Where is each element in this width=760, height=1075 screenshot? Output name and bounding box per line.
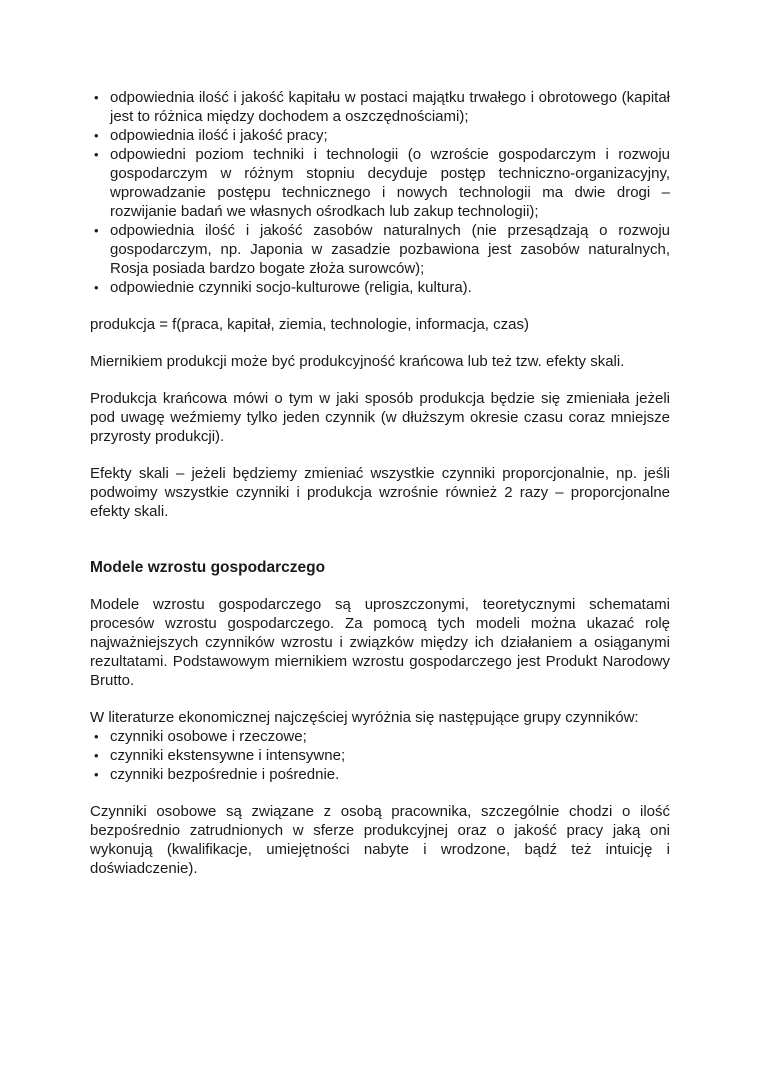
list-item-labor: • odpowiednia ilość i jakość pracy;: [90, 126, 670, 145]
document-content: [90, 88, 670, 896]
list-item-ekstensywne-intensywne: • czynniki ekstensywne i intensywne;: [90, 746, 670, 765]
bullet-list-growth-factors: [90, 88, 670, 297]
paragraph-modele-wzrostu: Modele wzrostu gospodarczego są uproszczonymi, teoretycznymi schematami procesów wzrostu gospodarczego. Za pomocą tych modeli można ukazać rolę najważniejszych czynników wzrostu i związków między ich działaniem a osiąganymi rezultatami. Podstawowym miernikiem wzrostu gospodarczego jest Produkt Narodowy Brutto.: [90, 596, 670, 689]
list-item-natural-resources: • odpowiednia ilość i jakość zasobów naturalnych (nie przesądzają o rozwoju gospodarczym, np. Japonia w zasadzie pozbawiona jest zasobów naturalnych, Rosja posiada bardzo bogate złoża surowców);: [90, 221, 670, 278]
list-item-capital: • odpowiednia ilość i jakość kapitału w postaci majątku trwałego i obrotowego (kapitał jest to różnica między dochodem a oszczędnościami);: [90, 88, 670, 126]
paragraph-czynniki-osobowe: Czynniki osobowe są związane z osobą pracownika, szczególnie chodzi o ilość bezpośrednio zatrudnionych w sferze produkcyjnej oraz o jakość pracy jaką oni wykonują (kwalifikacje, umiejętności nabyte i wrodzone, bądź też intuicję i doświadczenie).: [90, 803, 670, 877]
list-item-osobowe-rzeczowe: • czynniki osobowe i rzeczowe;: [90, 727, 670, 746]
paragraph-produkcja-krancowa: Produkcja krańcowa mówi o tym w jaki sposób produkcja będzie się zmieniała jeżeli pod uwagę weźmiemy tylko jeden czynnik (w dłuższym okresie czasu coraz mniejsze przyrosty produkcji).: [90, 390, 670, 445]
section-heading-modele-wzrostu: Modele wzrostu gospodarczego: [90, 559, 326, 576]
production-function-formula: produkcja = f(praca, kapitał, ziemia, technologie, informacja, czas): [90, 316, 529, 333]
list-item-technology: • odpowiedni poziom techniki i technologii (o wzroście gospodarczym i rozwoju gospodarczym w różnym stopniu decyduje postęp techniczno-organizacyjny, wprowadzanie postępu technicznego i nowych technologii ma dwie drogi – rozwijanie badań we własnych ośrodkach lub zakup technologii);: [90, 145, 670, 221]
bullet-list-factor-groups: [90, 727, 670, 784]
paragraph-miernikiem: Miernikiem produkcji może być produkcyjność krańcowa lub też tzw. efekty skali.: [90, 353, 625, 370]
list-item-bezposrednie-posrednie: • czynniki bezpośrednie i pośrednie.: [90, 765, 670, 784]
paragraph-w-literaturze: W literaturze ekonomicznej najczęściej wyróżnia się następujące grupy czynników:: [90, 709, 639, 726]
list-item-socio-cultural: • odpowiednie czynniki socjo-kulturowe (religia, kultura).: [90, 278, 670, 297]
paragraph-efekty-skali: Efekty skali – jeżeli będziemy zmieniać wszystkie czynniki proporcjonalnie, np. jeśli podwoimy wszystkie czynniki i produkcja wzrośnie również 2 razy – proporcjonalne efekty skali.: [90, 465, 670, 520]
